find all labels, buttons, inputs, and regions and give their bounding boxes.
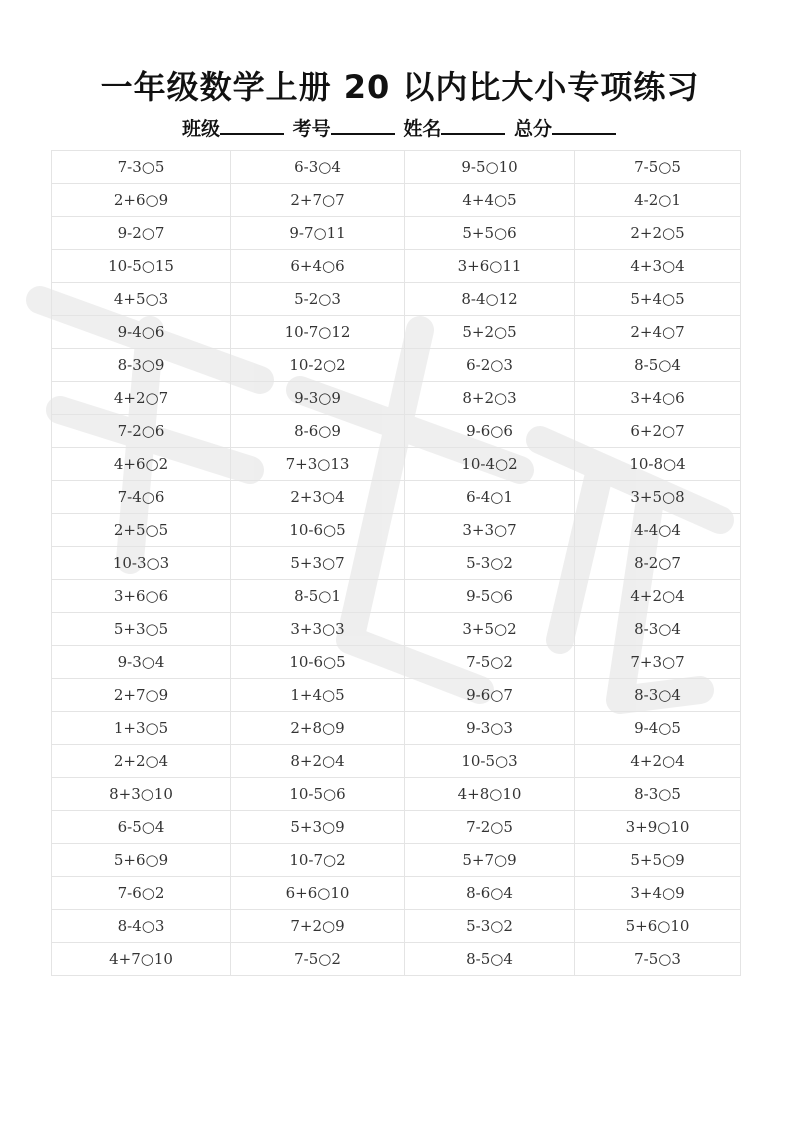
table-row (52, 382, 741, 415)
problem-cell[interactable]: 2+2○4 (52, 745, 231, 778)
problem-cell[interactable]: 7-5○2 (231, 943, 405, 976)
problem-cell[interactable]: 5+3○7 (231, 547, 405, 580)
problem-cell[interactable]: 8-3○9 (52, 349, 231, 382)
problem-cell[interactable]: 7+3○7 (575, 646, 741, 679)
problem-cell[interactable]: 9-3○4 (52, 646, 231, 679)
score-label: 总分 (513, 118, 552, 140)
problem-cell[interactable]: 4+3○4 (575, 250, 741, 283)
problem-cell[interactable]: 10-7○12 (231, 316, 405, 349)
table-row (52, 712, 741, 745)
problem-table-body (52, 151, 741, 976)
table-row (52, 349, 741, 382)
problem-cell[interactable]: 2+2○5 (575, 217, 741, 250)
problem-cell[interactable]: 10-8○4 (575, 448, 741, 481)
problem-cell[interactable]: 2+8○9 (231, 712, 405, 745)
name-blank[interactable] (441, 117, 505, 135)
problem-cell[interactable]: 6+4○6 (231, 250, 405, 283)
problem-cell[interactable]: 4+6○2 (52, 448, 231, 481)
exam-number-label: 考号 (292, 118, 331, 140)
table-row (52, 613, 741, 646)
table-row (52, 184, 741, 217)
problem-cell[interactable]: 4-2○1 (575, 184, 741, 217)
table-row (52, 745, 741, 778)
problem-cell[interactable]: 10-3○3 (52, 547, 231, 580)
table-row (52, 811, 741, 844)
problem-cell[interactable]: 3+9○10 (575, 811, 741, 844)
table-row (52, 646, 741, 679)
problem-cell[interactable]: 8-6○9 (231, 415, 405, 448)
problem-cell[interactable]: 8+2○3 (405, 382, 575, 415)
problem-cell[interactable]: 5+3○9 (231, 811, 405, 844)
problem-cell[interactable]: 2+7○9 (52, 679, 231, 712)
exam-number-field (293, 114, 397, 141)
problem-cell[interactable]: 7-4○6 (52, 481, 231, 514)
problem-cell[interactable]: 8+2○4 (231, 745, 405, 778)
problem-cell[interactable]: 8-5○4 (575, 349, 741, 382)
table-row (52, 514, 741, 547)
class-field (182, 114, 286, 141)
table-row (52, 679, 741, 712)
problem-cell[interactable]: 5+5○9 (575, 844, 741, 877)
problem-cell[interactable]: 3+4○6 (575, 382, 741, 415)
class-label: 班级 (182, 118, 221, 140)
problem-cell[interactable]: 7-6○2 (52, 877, 231, 910)
problem-cell[interactable]: 7+2○9 (231, 910, 405, 943)
student-info-line (0, 114, 800, 141)
problem-cell[interactable]: 6-3○4 (231, 151, 405, 184)
worksheet-title: 一年级数学上册 20 以内比大小专项练习 (100, 68, 700, 106)
problem-cell[interactable]: 6-4○1 (405, 481, 575, 514)
problem-cell[interactable]: 9-3○3 (405, 712, 575, 745)
problem-cell[interactable]: 9-7○11 (231, 217, 405, 250)
problem-cell[interactable]: 5+5○6 (405, 217, 575, 250)
problem-cell[interactable]: 1+3○5 (52, 712, 231, 745)
problem-cell[interactable]: 9-6○7 (405, 679, 575, 712)
problem-cell[interactable]: 7-5○5 (575, 151, 741, 184)
problem-cell[interactable]: 4+2○7 (52, 382, 231, 415)
problem-cell[interactable]: 10-5○3 (405, 745, 575, 778)
table-row (52, 877, 741, 910)
table-row (52, 943, 741, 976)
problem-cell[interactable]: 3+3○3 (231, 613, 405, 646)
problem-cell[interactable]: 3+6○6 (52, 580, 231, 613)
problem-cell[interactable]: 8-4○12 (405, 283, 575, 316)
problem-cell[interactable]: 9-5○6 (405, 580, 575, 613)
problem-cell[interactable]: 2+4○7 (575, 316, 741, 349)
problem-cell[interactable]: 5+4○5 (575, 283, 741, 316)
table-row (52, 844, 741, 877)
problem-cell[interactable]: 10-6○5 (231, 514, 405, 547)
problem-cell[interactable]: 10-5○6 (231, 778, 405, 811)
problem-cell[interactable]: 9-5○10 (405, 151, 575, 184)
problem-cell[interactable]: 6+6○10 (231, 877, 405, 910)
problem-cell[interactable]: 8-2○7 (575, 547, 741, 580)
problem-cell[interactable]: 8-5○1 (231, 580, 405, 613)
problem-cell[interactable]: 8-5○4 (405, 943, 575, 976)
problem-cell[interactable]: 10-7○2 (231, 844, 405, 877)
problem-cell[interactable]: 3+5○8 (575, 481, 741, 514)
problem-cell[interactable]: 3+3○7 (405, 514, 575, 547)
table-row (52, 415, 741, 448)
problem-cell[interactable]: 4-4○4 (575, 514, 741, 547)
problem-cell[interactable]: 5+7○9 (405, 844, 575, 877)
table-row (52, 580, 741, 613)
problem-cell[interactable]: 10-6○5 (231, 646, 405, 679)
table-row (52, 448, 741, 481)
problem-cell[interactable]: 4+4○5 (405, 184, 575, 217)
problem-cell[interactable]: 2+5○5 (52, 514, 231, 547)
problem-cell[interactable]: 3+6○11 (405, 250, 575, 283)
problem-cell[interactable]: 7-5○3 (575, 943, 741, 976)
problem-cell[interactable]: 2+3○4 (231, 481, 405, 514)
table-row (52, 151, 741, 184)
problem-cell[interactable]: 10-5○15 (52, 250, 231, 283)
problem-cell[interactable]: 8-3○4 (575, 613, 741, 646)
problem-cell[interactable]: 5+2○5 (405, 316, 575, 349)
problem-cell[interactable]: 3+5○2 (405, 613, 575, 646)
problem-cell[interactable]: 8-3○5 (575, 778, 741, 811)
problem-cell[interactable]: 8-3○4 (575, 679, 741, 712)
name-field (403, 114, 507, 141)
problem-cell[interactable]: 6-5○4 (52, 811, 231, 844)
table-row (52, 316, 741, 349)
table-row (52, 217, 741, 250)
score-field (514, 114, 618, 141)
problem-cell[interactable]: 4+2○4 (575, 745, 741, 778)
problem-cell[interactable]: 4+5○3 (52, 283, 231, 316)
problem-cell[interactable]: 5+6○9 (52, 844, 231, 877)
problem-cell[interactable]: 7-2○5 (405, 811, 575, 844)
problem-table (51, 150, 741, 976)
table-row (52, 283, 741, 316)
problem-cell[interactable]: 4+2○4 (575, 580, 741, 613)
name-label: 姓名 (403, 118, 442, 140)
problem-cell[interactable]: 8-6○4 (405, 877, 575, 910)
table-row (52, 481, 741, 514)
problem-cell[interactable]: 9-6○6 (405, 415, 575, 448)
problem-cell[interactable]: 8-4○3 (52, 910, 231, 943)
problem-cell[interactable]: 10-2○2 (231, 349, 405, 382)
problem-cell[interactable]: 8+3○10 (52, 778, 231, 811)
problem-cell[interactable]: 2+7○7 (231, 184, 405, 217)
problem-cell[interactable]: 9-3○9 (231, 382, 405, 415)
class-blank[interactable] (220, 117, 284, 135)
problem-cell[interactable]: 6+2○7 (575, 415, 741, 448)
problem-cell[interactable]: 2+6○9 (52, 184, 231, 217)
problem-cell[interactable]: 4+8○10 (405, 778, 575, 811)
problem-cell[interactable]: 5+3○5 (52, 613, 231, 646)
problem-cell[interactable]: 9-4○6 (52, 316, 231, 349)
table-row (52, 547, 741, 580)
problem-cell[interactable]: 9-2○7 (52, 217, 231, 250)
problem-cell[interactable]: 10-4○2 (405, 448, 575, 481)
problem-cell[interactable]: 5-2○3 (231, 283, 405, 316)
problem-cell[interactable]: 7+3○13 (231, 448, 405, 481)
table-row (52, 778, 741, 811)
table-row (52, 910, 741, 943)
problem-cell[interactable]: 9-4○5 (575, 712, 741, 745)
exam-number-blank[interactable] (331, 117, 395, 135)
problem-cell[interactable]: 7-5○2 (405, 646, 575, 679)
table-row (52, 250, 741, 283)
problem-cell[interactable]: 5-3○2 (405, 910, 575, 943)
problem-cell[interactable]: 6-2○3 (405, 349, 575, 382)
problem-cell[interactable]: 7-2○6 (52, 415, 231, 448)
problem-cell[interactable]: 1+4○5 (231, 679, 405, 712)
score-blank[interactable] (552, 117, 616, 135)
problem-cell[interactable]: 7-3○5 (52, 151, 231, 184)
problem-cell[interactable]: 4+7○10 (52, 943, 231, 976)
problem-cell[interactable]: 5+6○10 (575, 910, 741, 943)
problem-cell[interactable]: 3+4○9 (575, 877, 741, 910)
problem-cell[interactable]: 5-3○2 (405, 547, 575, 580)
